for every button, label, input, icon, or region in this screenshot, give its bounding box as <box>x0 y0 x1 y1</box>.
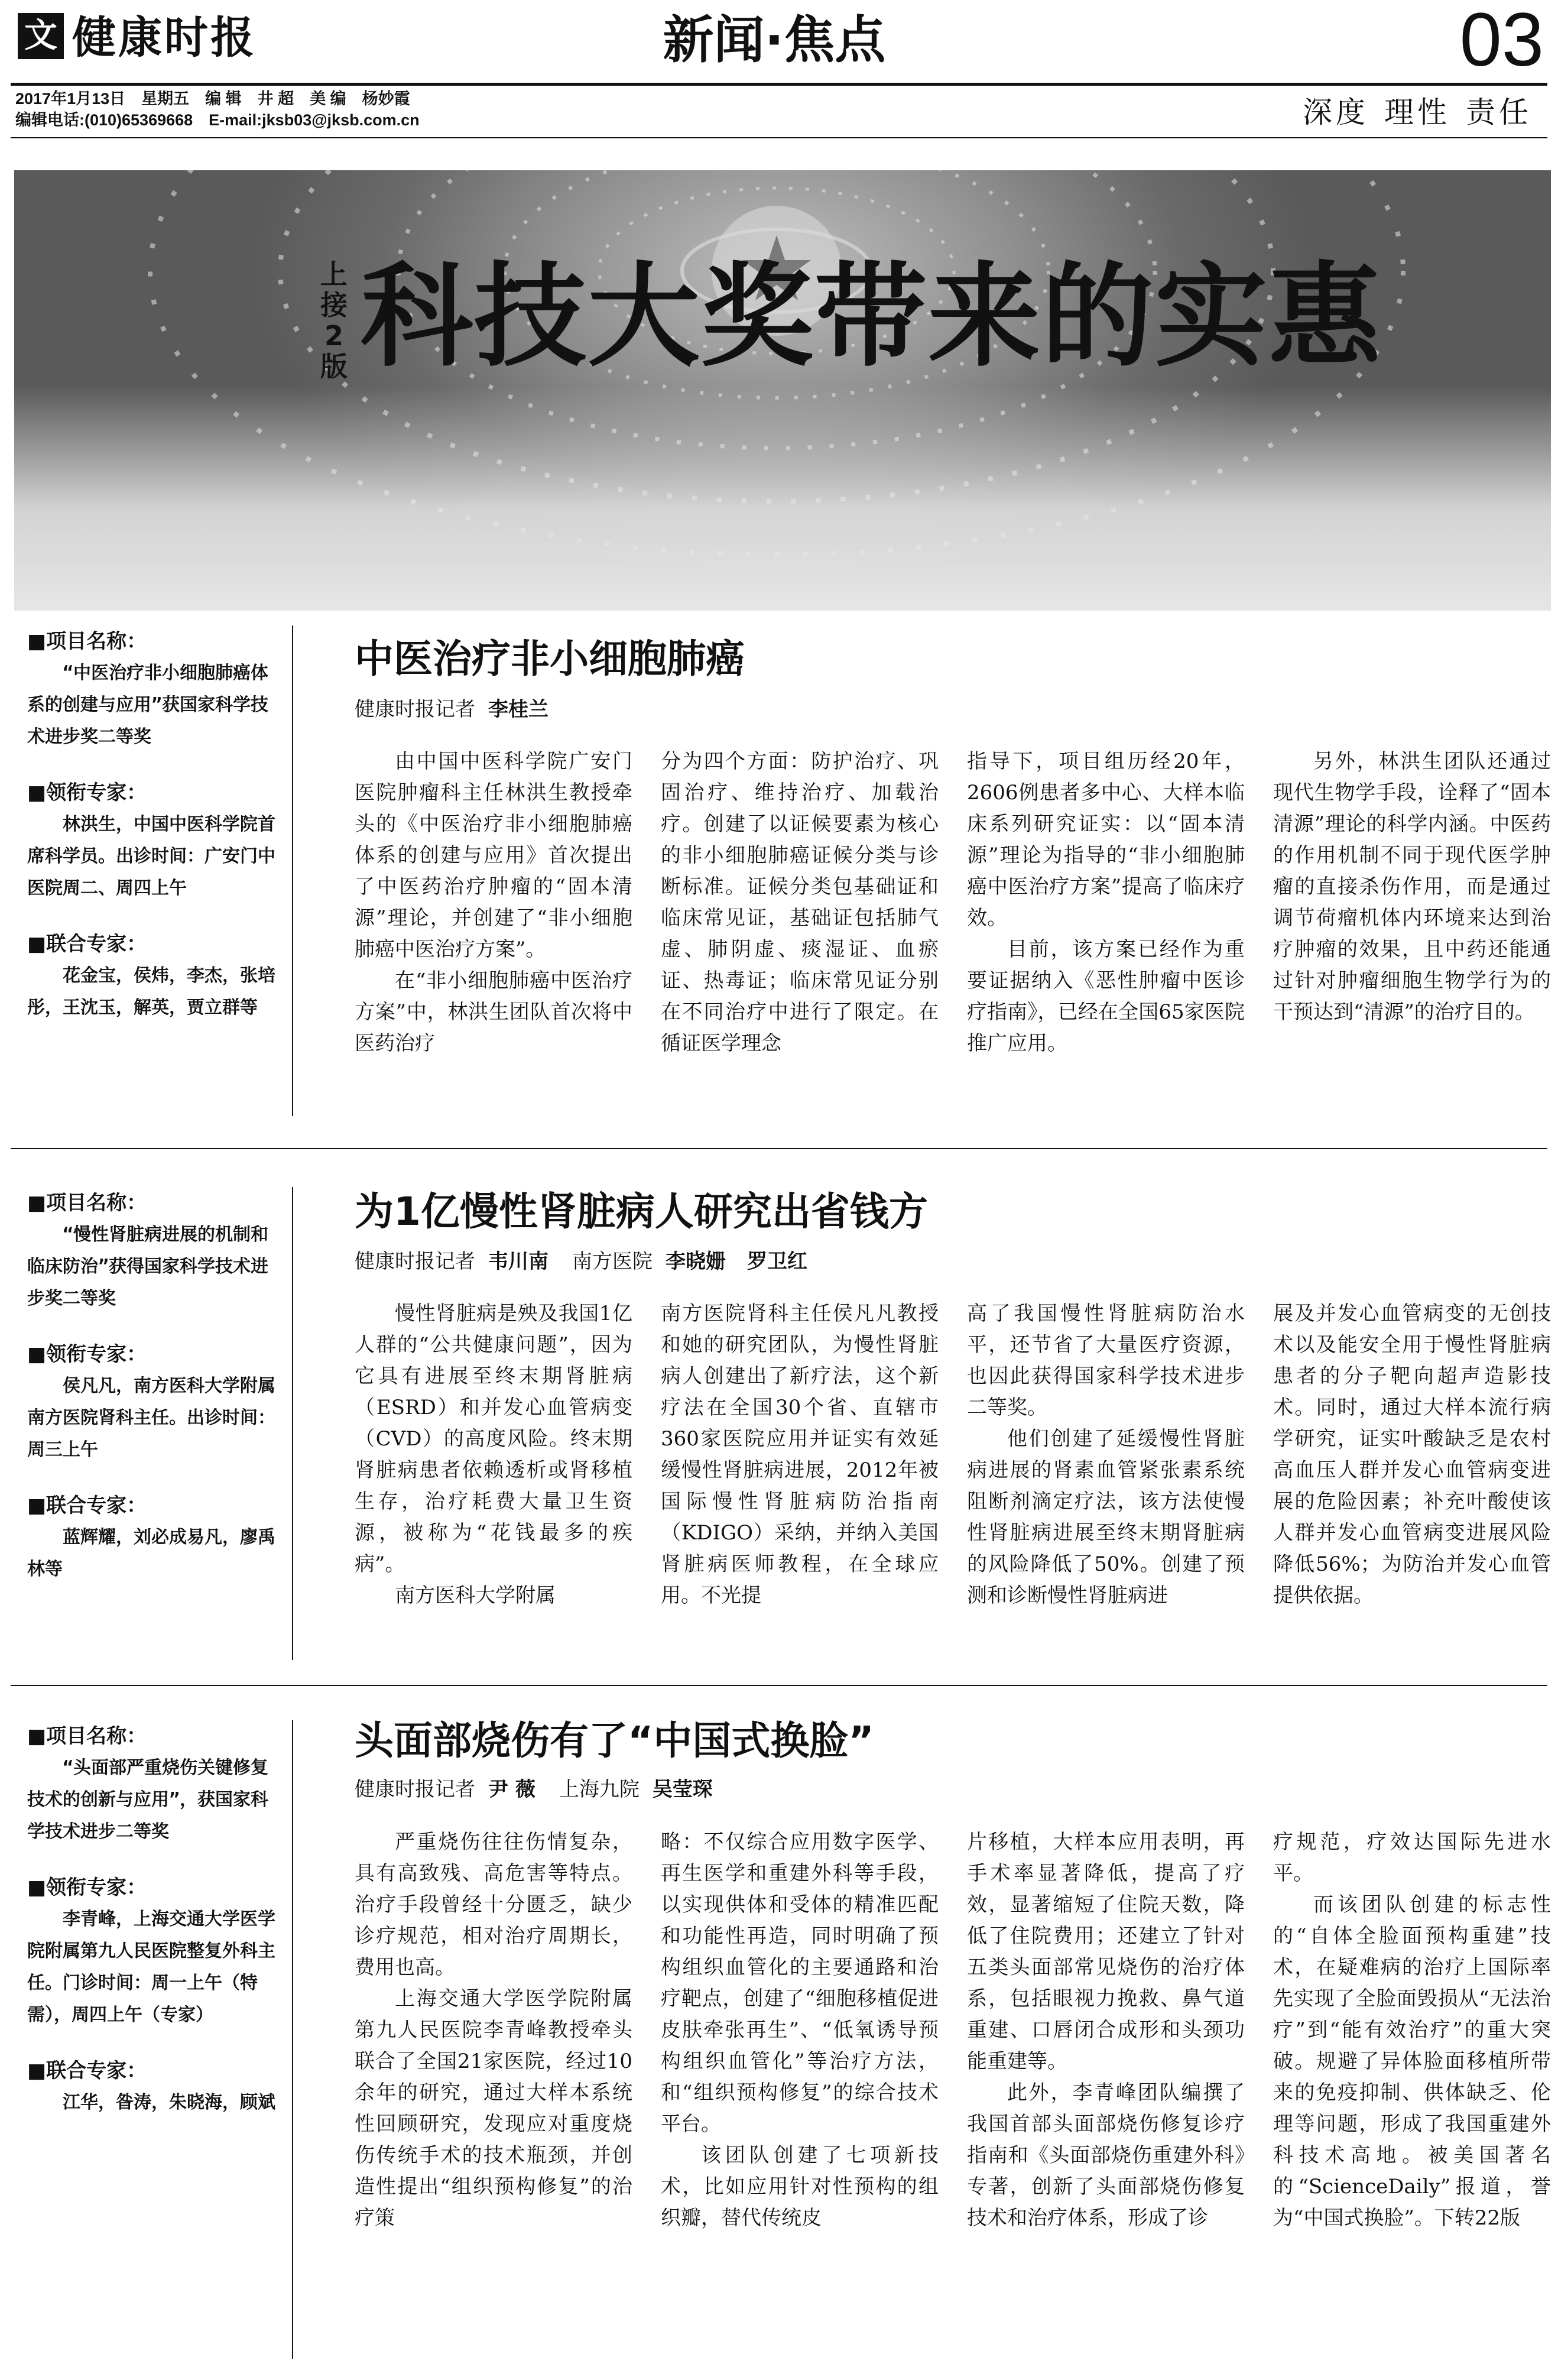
article-3-column-1 <box>355 1827 632 2234</box>
expert-label: ■领衔专家： <box>27 1343 147 1366</box>
paragraph: 略：不仅综合应用数字医学、再生医学和重建外科等手段，以实现供体和受体的精准匹配和功能性再造，同时明确了预构组织血管化的主要通路和治疗靶点，创建了“细胞移植促进皮肤牵张再生”、“低氧诱导预构组织血管化”等治疗方法，和“组织预构修复”的综合技术平台。 <box>661 1830 939 2136</box>
byline-prefix: 健康时报记者 <box>355 698 475 721</box>
article-2-title: 为1亿慢性肾脏病人研究出省钱方 <box>355 1189 928 1234</box>
article-1-title: 中医治疗非小细胞肺癌 <box>355 636 745 682</box>
article-3-title: 头面部烧伤有了“中国式换脸” <box>355 1718 874 1763</box>
contact-line: 编辑电话:(010)65369668 E-mail:jksb03@jksb.com.cn <box>15 111 420 129</box>
paragraph: 此外，李青峰团队编撰了我国首部头面部烧伤修复诊疗指南和《头面部烧伤重建外科》专著，创新了头面部烧伤修复技术和治疗体系，形成了诊 <box>967 2081 1245 2230</box>
article-2-column-2 <box>661 1298 939 1611</box>
paragraph: 该团队创建了七项新技术，比如应用针对性预构的组织瓣，替代传统皮 <box>661 2144 939 2230</box>
hero-fade <box>14 386 1551 611</box>
paragraph: 高了我国慢性肾脏病防治水平，还节省了大量医疗资源，也因此获得国家科学技术进步二等奖。 <box>967 1302 1245 1419</box>
article-2-column-1 <box>355 1298 632 1611</box>
paragraph: 慢性肾脏病是殃及我国1亿人群的“公共健康问题”，因为它具有进展至终末期肾脏病（ESRD）和并发心血管病变（CVD）的高度风险。终末期肾脏病患者依赖透析或肾移植生存，治疗耗费大量卫生资源，被称为“花钱最多的疾病”。 <box>355 1302 632 1576</box>
page-number: 03 <box>1459 0 1544 82</box>
expert-label: ■领衔专家： <box>27 781 147 805</box>
byline-name: 李桂兰 <box>488 698 548 721</box>
byline-hospital: 上海九院 <box>559 1778 640 1801</box>
slogan-word: 理性 <box>1384 95 1450 129</box>
article-1-column-2 <box>661 746 939 1059</box>
project-label: ■项目名称： <box>27 630 147 653</box>
paper-name: 健康时报 <box>72 12 257 63</box>
paragraph: 严重烧伤往往伤情复杂，具有高致残、高危害等特点。治疗手段曾经十分匮乏，缺少诊疗规范，相对治疗周期长，费用也高。 <box>355 1830 632 1979</box>
article-2-byline <box>355 1249 807 1275</box>
article-1-column-4 <box>1273 746 1551 1028</box>
slogan-word: 深度 <box>1303 95 1369 129</box>
joint-experts-label: ■联合专家： <box>27 2059 147 2083</box>
paragraph: 由中国中医科学院广安门医院肿瘤科主任林洪生教授牵头的《中医治疗非小细胞肺癌体系的创建与应用》首次提出了中医药治疗肿瘤的“固本清源”理论，并创建了“非小细胞肺癌中医治疗方案”。 <box>355 750 632 961</box>
expert-label: ■领衔专家： <box>27 1876 147 1899</box>
masthead-rule <box>11 83 1547 86</box>
byline-name: 韦川南 <box>488 1250 548 1273</box>
masthead-rule-bottom <box>11 137 1547 138</box>
project-label: ■项目名称： <box>27 1724 147 1748</box>
paragraph: 疗规范，疗效达国际先进水平。 <box>1273 1830 1551 1885</box>
article-1-byline <box>355 696 548 722</box>
joint-experts-text: 蓝辉耀，刘必成易凡，廖禹林等 <box>27 1527 275 1580</box>
byline-hospital: 南方医院 <box>572 1250 653 1273</box>
sidebar-divider <box>292 1187 293 1660</box>
article-3-sidebar <box>27 1720 275 2119</box>
paragraph: 目前，该方案已经作为重要证据纳入《恶性肿瘤中医诊疗指南》，已经在全国65家医院推广应用。 <box>967 938 1245 1055</box>
sidebar-divider <box>292 625 293 1116</box>
article-2-column-3 <box>967 1298 1245 1611</box>
article-2-column-4 <box>1273 1298 1551 1611</box>
byline-prefix: 健康时报记者 <box>355 1250 475 1273</box>
project-text: “慢性肾脏病进展的机制和临床防治”获得国家科学技术进步奖二等奖 <box>27 1224 269 1309</box>
joint-experts-label: ■联合专家： <box>27 932 147 956</box>
article-1-column-3 <box>967 746 1245 1059</box>
article-divider <box>11 1148 1547 1149</box>
article-1-sidebar <box>27 625 275 1024</box>
article-divider <box>11 1685 1547 1686</box>
paragraph: 片移植，大样本应用表明，再手术率显著降低，提高了疗效，显著缩短了住院天数，降低了住院费用；还建立了针对五类头面部常见烧伤的治疗体系，包括眼视力挽救、鼻气道重建、口唇闭合成形和头颈功能重建等。 <box>967 1830 1245 2073</box>
article-3-byline <box>355 1776 713 1802</box>
article-2-sidebar <box>27 1187 275 1585</box>
date-line: 2017年1月13日 星期五 编 辑 井 超 美 编 杨妙霞 <box>15 90 410 108</box>
joint-experts-text: 花金宝，侯炜，李杰，张培彤，王沈玉，解英，贾立群等 <box>27 965 275 1018</box>
article-3-column-2 <box>661 1827 939 2234</box>
hero-continued-from: 上接2版 <box>320 258 348 382</box>
paper-logo-mark: 文 <box>18 13 64 59</box>
sidebar-divider <box>292 1720 293 2359</box>
expert-text: 侯凡凡，南方医科大学附属南方医院肾科主任。出诊时间：周三上午 <box>27 1376 275 1460</box>
paragraph: 在“非小细胞肺癌中医治疗方案”中，林洪生团队首次将中医药治疗 <box>355 969 632 1055</box>
project-text: “头面部严重烧伤关键修复技术的创新与应用”，获国家科学技术进步二等奖 <box>27 1758 269 1842</box>
paragraph: 而该团队创建的标志性的“自体全脸面预构重建”技术，在疑难病的治疗上国际率先实现了全脸面毁损从“无法治疗”到“能有效治疗”的重大突破。规避了异体脸面移植所带来的免疫抑制、供体缺乏、伦理等问题，形成了我国重建外科技术高地。被美国著名的“ScienceDaily”报道，誉为“中国式换脸”。下转22版 <box>1273 1893 1551 2230</box>
paragraph: 他们创建了延缓慢性肾脏病进展的肾素血管紧张素系统阻断剂滴定疗法，该方法使慢性肾脏病进展至终末期肾脏病的风险降低了50%。创建了预测和诊断慢性肾脏病进 <box>967 1427 1245 1607</box>
paragraph: 南方医科大学附属 <box>395 1584 556 1607</box>
project-text: “中医治疗非小细胞肺癌体系的创建与应用”获国家科学技术进步奖二等奖 <box>27 663 269 747</box>
paragraph: 展及并发心血管病变的无创技术以及能安全用于慢性肾脏病患者的分子靶向超声造影技术。同时，通过大样本流行病学研究，证实叶酸缺乏是农村高血压人群并发心血管病变进展的危险因素；补充叶酸使该人群并发心血管病变进展风险降低56%；为防治并发心血管提供依据。 <box>1273 1302 1551 1607</box>
byline-name: 吴莹琛 <box>652 1778 713 1801</box>
slogan <box>1287 95 1532 130</box>
article-3-column-4 <box>1273 1827 1551 2234</box>
hero-headline: 科技大奖带来的实惠 <box>361 250 1382 382</box>
expert-text: 林洪生，中国中医科学院首席科学员。出诊时间：广安门中医院周二、周四上午 <box>27 814 275 899</box>
byline-name: 李晓姗 <box>666 1250 726 1273</box>
byline-prefix: 健康时报记者 <box>355 1778 475 1801</box>
article-1-column-1 <box>355 746 632 1059</box>
paragraph: 分为四个方面：防护治疗、巩固治疗、维持治疗、加载治疗。创建了以证候要素为核心的非小细胞肺癌证候分类与诊断标准。证候分类包基础证和临床常见证，基础证包括肺气虚、肺阴虚、痰湿证、血瘀证、热毒证；临床常见证分别在不同治疗中进行了限定。在循证医学理念 <box>661 750 939 1055</box>
paragraph: 南方医院肾科主任侯凡凡教授和她的研究团队，为慢性肾脏病人创建出了新疗法，这个新疗法在全国30个省、直辖市360家医院应用并证实有效延缓慢性肾脏病进展，2012年被国际慢性肾脏病防治指南（KDIGO）采纳，并纳入美国肾脏病医师教程，在全球应用。不光提 <box>661 1302 939 1607</box>
expert-text: 李青峰，上海交通大学医学院附属第九人民医院整复外科主任。门诊时间：周一上午（特需），周四上午（专家） <box>27 1909 275 2025</box>
hero-banner <box>14 170 1551 611</box>
byline-name: 尹 薇 <box>488 1778 535 1801</box>
joint-experts-label: ■联合专家： <box>27 1494 147 1518</box>
paragraph: 上海交通大学医学院附属第九人民医院李青峰教授牵头联合了全国21家医院，经过10余年的研究，通过大样本系统性回顾研究，发现应对重度烧伤传统手术的技术瓶颈，并创造性提出“组织预构修复”的治疗策 <box>355 1987 632 2230</box>
paragraph: 另外，林洪生团队还通过现代生物学手段，诠释了“固本清源”理论的科学内涵。中医药的作用机制不同于现代医学肿瘤的直接杀伤作用，而是通过调节荷瘤机体内环境来达到治疗肿瘤的效果，且中药还能通过针对肿瘤细胞生物学行为的干预达到“清源”的治疗目的。 <box>1273 750 1551 1024</box>
byline-name: 罗卫红 <box>747 1250 807 1273</box>
section-title: 新闻·焦点 <box>663 11 886 70</box>
paragraph: 指导下，项目组历经20年，2606例患者多中心、大样本临床系列研究证实：以“固本清源”理论为指导的“非小细胞肺癌中医治疗方案”提高了临床疗效。 <box>967 750 1245 930</box>
slogan-word: 责任 <box>1466 95 1532 129</box>
joint-experts-text: 江华，昝涛，朱晓海，顾斌 <box>63 2092 275 2113</box>
article-3-column-3 <box>967 1827 1245 2234</box>
project-label: ■项目名称： <box>27 1191 147 1215</box>
